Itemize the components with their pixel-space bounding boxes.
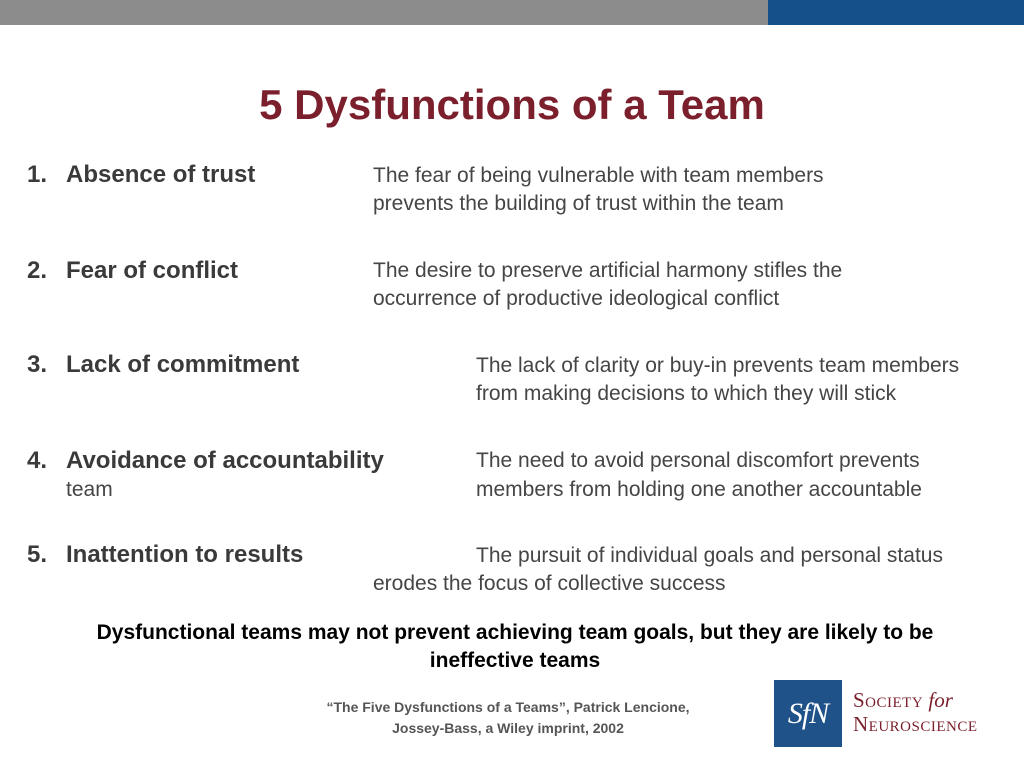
logo-society: Society	[853, 688, 924, 712]
item-number: 1.	[27, 161, 48, 188]
sfn-logo-mark-text: SfN	[787, 696, 829, 730]
conclusion-text	[40, 619, 990, 675]
conclusion-line2: ineffective teams	[429, 649, 601, 672]
top-bar-blue	[768, 0, 1024, 25]
item-number: 3.	[27, 351, 48, 378]
top-bar-gray	[0, 0, 768, 25]
society-for-neuroscience-logo-text	[853, 688, 1018, 736]
item-number: 4.	[27, 447, 48, 474]
item-number: 5.	[27, 541, 48, 568]
item-description-line1: The pursuit of individual goals and personal status	[476, 544, 943, 567]
item-description-line2: prevents the building of trust within the team	[373, 192, 784, 215]
item-term-continuation: team	[66, 478, 113, 501]
item-term: Lack of commitment	[66, 351, 300, 378]
logo-neuroscience: Neuroscience	[853, 712, 978, 736]
item-description-line1: The need to avoid personal discomfort prevents	[476, 449, 920, 472]
citation	[270, 697, 746, 739]
item-description-line2: occurrence of productive ideological conflict	[373, 287, 780, 310]
slide-title: 5 Dysfunctions of a Team	[259, 81, 765, 128]
citation-line2: Jossey-Bass, a Wiley imprint, 2002	[392, 720, 624, 736]
item-description-line2: from making decisions to which they will stick	[476, 382, 897, 405]
item-term: Inattention to results	[66, 541, 304, 568]
item-description-line2: members from holding one another accountable	[476, 478, 922, 501]
item-number: 2.	[27, 257, 48, 284]
item-description-line1: The fear of being vulnerable with team members	[373, 164, 824, 187]
sfn-logo-mark	[774, 680, 842, 747]
citation-line1: “The Five Dysfunctions of a Teams”, Patrick Lencione,	[326, 699, 690, 715]
logo-for: for	[928, 688, 953, 712]
item-term: Absence of trust	[66, 161, 256, 188]
item-description-line2: erodes the focus of collective success	[373, 572, 726, 595]
item-term: Fear of conflict	[66, 257, 239, 284]
item-term: Avoidance of accountability	[66, 447, 384, 474]
item-description-line1: The desire to preserve artificial harmony stifles the	[373, 259, 843, 282]
item-description-line1: The lack of clarity or buy-in prevents team members	[476, 354, 960, 377]
conclusion-line1: Dysfunctional teams may not prevent achieving team goals, but they are likely to be	[96, 621, 934, 644]
